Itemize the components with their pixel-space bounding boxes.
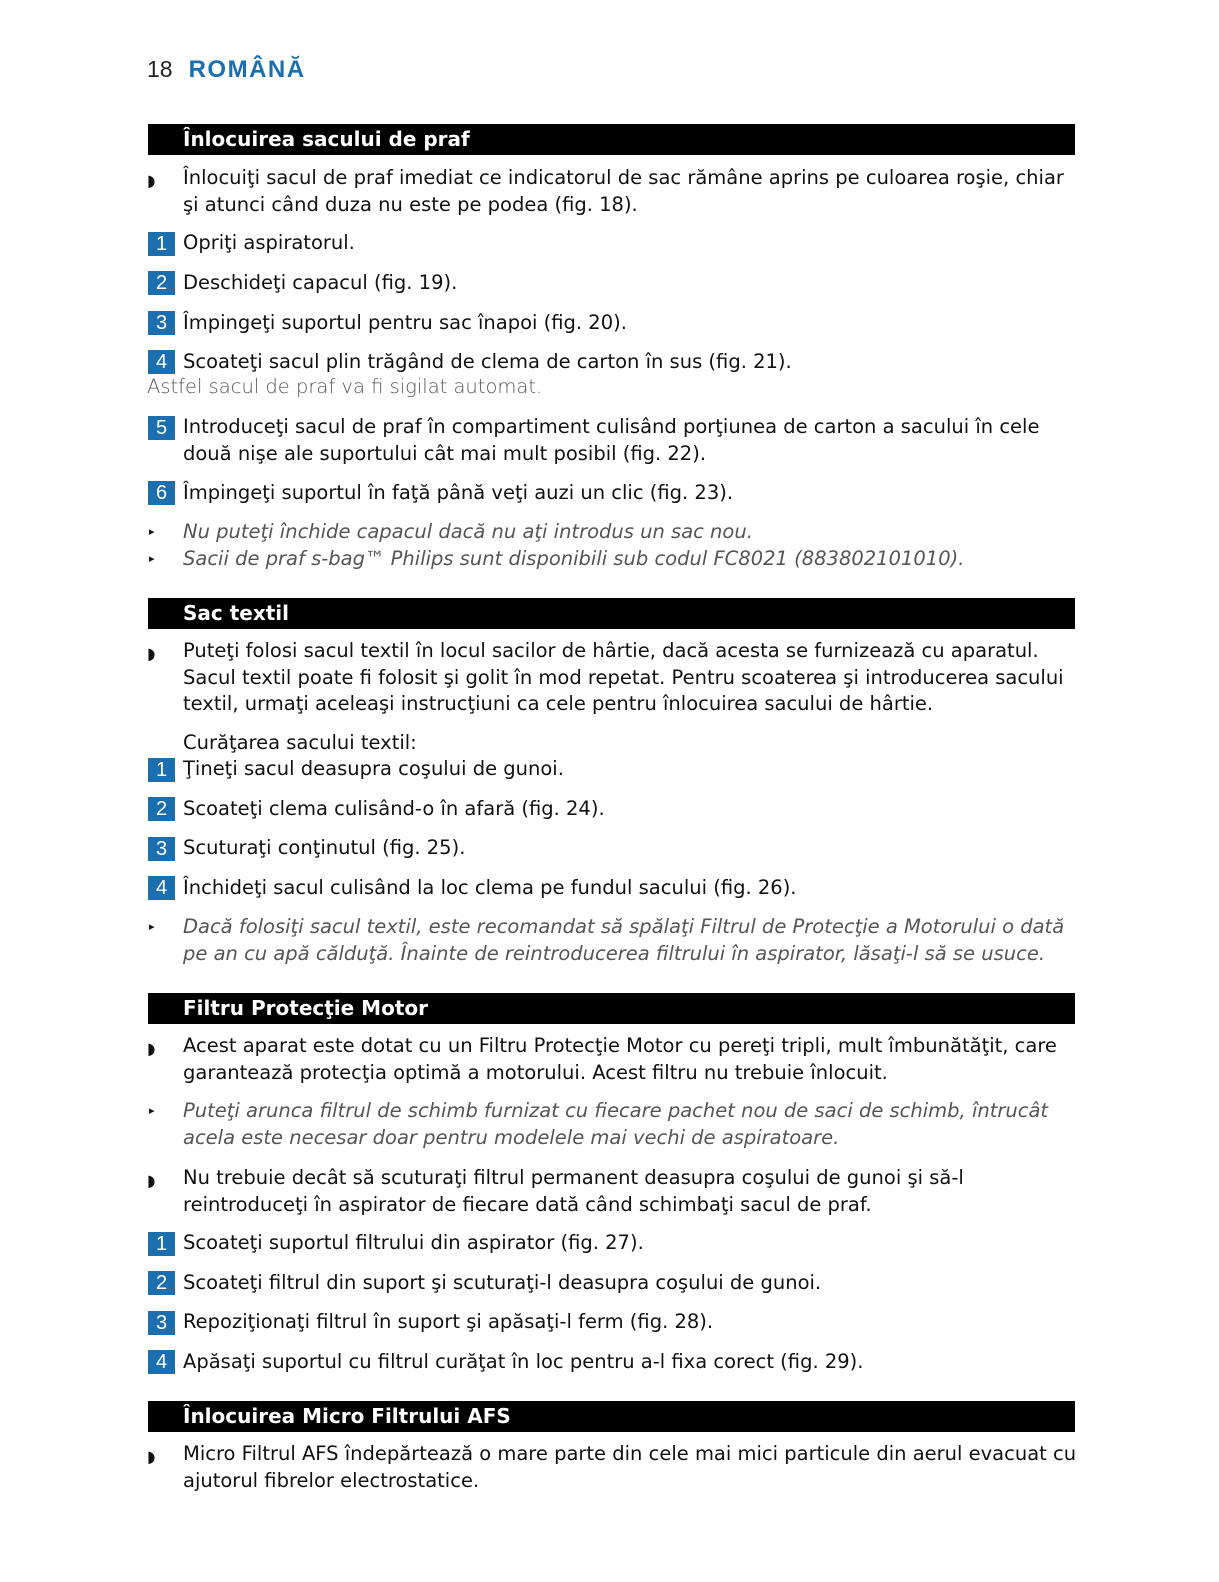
bullet-icon: ◗: [147, 171, 156, 190]
step-text: Apăsaţi suportul cu filtrul curăţat în loc pentru a-l fixa corect (fig. 29).: [183, 1350, 864, 1373]
step-number: 2: [148, 797, 175, 821]
note-arrow-icon: ▸: [149, 525, 155, 538]
step-text: Repoziţionaţi filtrul în suport şi apăsaţi-l ferm (fig. 28).: [183, 1310, 714, 1333]
note-text: Sacii de praf s-bag™ Philips sunt disponibili sub codul FC8021 (883802101010).: [183, 547, 965, 570]
step-number: 3: [148, 1311, 175, 1335]
step-number: 1: [148, 232, 175, 256]
step-number: 2: [148, 1271, 175, 1295]
step-text: Scoateţi filtrul din suport şi scuturaţi-l deasupra coşului de gunoi.: [183, 1271, 822, 1294]
step-number: 6: [148, 481, 175, 505]
page-number: 18: [147, 56, 173, 82]
step-text: Scoateţi sacul plin trăgând de clema de carton în sus (fig. 21).: [183, 350, 792, 373]
step-text: Ţineţi sacul deasupra coşului de gunoi.: [183, 757, 564, 780]
note-arrow-icon: ▸: [149, 920, 155, 933]
intro-text: Puteţi folosi sacul textil în locul sacilor de hârtie, dacă acesta se furnizează cu aparatul. Sacul textil poate fi folosit şi golit în mod repetat. Pentru scoaterea şi introducerea sacului textil, urmaţi aceleaşi instrucţiuni ca cele pentru înlocuirea sacului de hârtie.: [183, 639, 1064, 715]
note-text: Dacă folosiţi sacul textil, este recomandat să spălaţi Filtrul de Protecţie a Motorului o dată pe an cu apă călduţă. Înainte de reintroducerea filtrului în aspirator, lăsaţi-l să se usuce.: [183, 915, 1065, 965]
bullet-icon: ◗: [147, 1039, 156, 1058]
step-text: Scoateţi suportul filtrului din aspirator (fig. 27).: [183, 1231, 644, 1254]
step-number: 1: [148, 758, 175, 782]
section-heading-dust-bag: Înlocuirea sacului de praf: [148, 124, 1075, 155]
step-text: Opriţi aspiratorul.: [183, 231, 355, 254]
step-number: 1: [148, 1232, 175, 1256]
section-heading-motor-filter: Filtru Protecţie Motor: [148, 993, 1075, 1024]
step-text: Introduceţi sacul de praf în compartiment culisând porţiunea de carton a sacului în cele două nişe ale suportului cât mai mult posibil (fig. 22).: [183, 415, 1040, 465]
section-heading-textile-bag: Sac textil: [148, 598, 1075, 629]
step-text: Împingeţi suportul în faţă până veţi auzi un clic (fig. 23).: [183, 481, 734, 504]
intro-text: Acest aparat este dotat cu un Filtru Protecţie Motor cu pereţi tripli, mult îmbunătăţit, care garantează protecţia optimă a motorului. Acest filtru nu trebuie înlocuit.: [183, 1034, 1057, 1084]
section-heading-afs-filter: Înlocuirea Micro Filtrului AFS: [148, 1401, 1075, 1432]
step-followup-text: Astfel sacul de praf va fi sigilat automat.: [147, 375, 543, 398]
step-number: 3: [148, 311, 175, 335]
intro-text: Micro Filtrul AFS îndepărtează o mare parte din cele mai mici particule din aerul evacuat cu ajutorul fibrelor electrostatice.: [183, 1442, 1077, 1492]
step-number: 5: [148, 416, 175, 440]
step-number: 2: [148, 271, 175, 295]
note-text: Puteţi arunca filtrul de schimb furnizat cu fiecare pachet nou de saci de schimb, întrucât acela este necesar doar pentru modelele mai vechi de aspiratoare.: [183, 1099, 1049, 1149]
note-arrow-icon: ▸: [149, 552, 155, 565]
intro-text: Înlocuiţi sacul de praf imediat ce indicatorul de sac rămâne aprins pe culoarea roşie, chiar şi atunci când duza nu este pe podea (fig. 18).: [183, 166, 1064, 216]
bullet-icon: ◗: [147, 1171, 156, 1190]
step-number: 4: [148, 876, 175, 900]
step-number: 3: [148, 837, 175, 861]
note-arrow-icon: ▸: [149, 1104, 155, 1117]
bullet-icon: ◗: [147, 644, 156, 663]
note-text: Nu puteţi închide capacul dacă nu aţi introdus un sac nou.: [183, 520, 753, 543]
intro-text: Nu trebuie decât să scuturaţi filtrul permanent deasupra coşului de gunoi şi să-l reintroduceţi în aspirator de fiecare dată când schimbaţi sacul de praf.: [183, 1166, 964, 1216]
step-text: Închideţi sacul culisând la loc clema pe fundul sacului (fig. 26).: [183, 876, 797, 899]
step-text: Scoateţi clema culisând-o în afară (fig. 24).: [183, 797, 605, 820]
language-title: ROMÂNĂ: [188, 56, 306, 83]
subheading: Curăţarea sacului textil:: [183, 731, 417, 754]
step-number: 4: [148, 1350, 175, 1374]
bullet-icon: ◗: [147, 1447, 156, 1466]
step-text: Deschideţi capacul (fig. 19).: [183, 271, 458, 294]
step-text: Scuturaţi conţinutul (fig. 25).: [183, 836, 466, 859]
step-text: Împingeţi suportul pentru sac înapoi (fig. 20).: [183, 311, 627, 334]
step-number: 4: [148, 350, 175, 374]
page-header: [147, 56, 306, 84]
